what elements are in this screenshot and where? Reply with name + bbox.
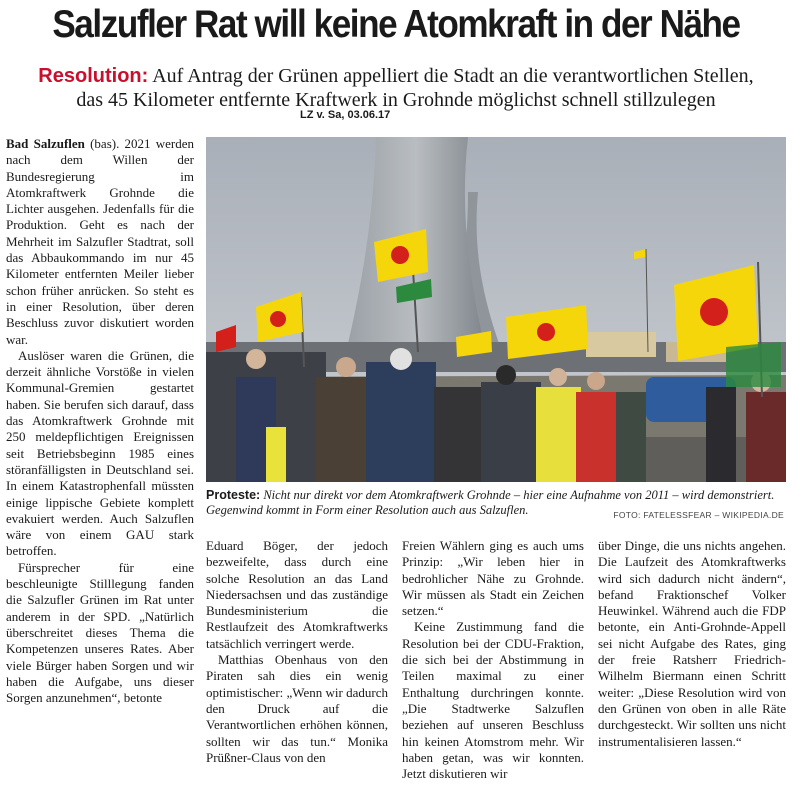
dateline: Bad Salzuflen [6, 136, 85, 151]
paragraph-text: (bas). 2021 werden nach dem Willen der Bundesregierung im Atomkraftwerk Grohnde die Lichter ausgehen. Jedenfalls für die Produktion. Geht es nach der Mehrheit im Salzufler Stadtrat, soll das Abbaukommando im nur 45 Kilometer entfernten Meiler lieber schon früher anrücken. So steht es in einer Resolution, über deren Beschluss zuvor diskutiert worden war. [6, 136, 194, 347]
article-column-2 [206, 538, 388, 766]
article-column-3 [402, 538, 584, 782]
article-column-1 [6, 136, 194, 706]
paragraph [6, 136, 194, 348]
headline: Salzufler Rat will keine Atomkraft in der Nähe [52, 3, 740, 46]
article-column-4 [598, 538, 786, 750]
article-photo [206, 137, 786, 482]
subhead-line-1 [0, 64, 792, 88]
caption-label: Proteste: [206, 488, 261, 502]
caption-text: Nicht nur direkt vor dem Atomkraftwerk Grohnde – hier eine Aufnahme von 2011 – wird demonstriert. Gegenwind kommt in Form einer Resolution auch aus Salzuflen. [206, 488, 775, 517]
subhead-line-1-text: Auf Antrag der Grünen appelliert die Stadt an die verantwortlichen Stellen, [152, 65, 754, 87]
source-note: LZ v. Sa, 03.06.17 [300, 109, 391, 121]
paragraph: Eduard Böger, der jedoch bezweifelte, dass durch eine solche Resolution an das Land Niedersachsen und das zuständige Bundesministerium die Restlaufzeit des Atomkraftwerks tatsächlich verringert werde. [206, 538, 388, 651]
protest-photo-illustration [206, 137, 786, 482]
paragraph: Auslöser waren die Grünen, die derzeit ähnliche Vorstöße in vielen Kommunal-Gremien gestartet haben. Sie berufen sich darauf, dass das Atomkraftwerk Grohnde mit 250 meldepflichtigen Ereignissen seit Betriebsbeginn 1985 eines störanfälligsten in Deutschland sei. In einem Katastrophenfall müssten einige lippische Gebiete komplett evakuiert werden. Auch Salzuflen wäre von einem GAU stark betroffen. [6, 347, 194, 559]
photo-credit: FOTO: FATELESSFEAR – WIKIPEDIA.DE [613, 510, 784, 520]
paragraph: Fürsprecher für eine beschleunigte Stilllegung fanden die Salzufler Grünen im Rat unter anderem in der SPD. „Natürlich überschreitet dieses Thema die Kompetenzen unseres Rates. Aber viele Bürger haben Sorgen und wir haben die Aufgabe, uns dieser Sorgen anzunehmen“, betonte [6, 559, 194, 706]
subhead-kicker: Resolution: [38, 65, 149, 87]
paragraph: Keine Zustimmung fand die Resolution bei der CDU-Fraktion, die sich bei der Abstimmung in Teilen maximal zu einer Enthaltung durchringen konnte. „Die Stadtwerke Salzuflen beziehen auf unseren Beschluss hin keinen Atomstrom mehr. Wir haben getan, was wir konnten. Jetzt diskutieren wir [402, 619, 584, 782]
subhead-line-2: das 45 Kilometer entfernte Kraftwerk in Grohnde möglichst schnell stillzulegen [76, 89, 716, 111]
subheadline [0, 64, 792, 112]
paragraph: Matthias Obenhaus von den Piraten sah dies ein wenig optimistischer: „Wenn wir dadurch den Druck auf die Verantwortlichen erhöhen können, sollten wir das tun.“ Monika Prüßner-Claus von den [206, 652, 388, 765]
paragraph: Freien Wählern ging es auch ums Prinzip: „Wir leben hier in bedrohlicher Nähe zu Grohnde. Wir müssen als Stadt ein Zeichen setzen.“ [402, 538, 584, 619]
paragraph: über Dinge, die uns nichts angehen. Die Laufzeit des Atomkraftwerks wird sich dadurch nicht ändern“, befand Fraktionschef Volker Heuwinkel. Während auch die FDP betonte, ein Anti-Grohnde-Appell sei nicht Aufgabe des Rates, ging der freie Ratsherr Friedrich-Wilhelm Biermann einen Schritt weiter: „Diese Resolution wird von den Grünen von oben in alle Räte durchgesteckt. Wir sollten uns nicht instrumentalisieren lassen.“ [598, 538, 786, 749]
